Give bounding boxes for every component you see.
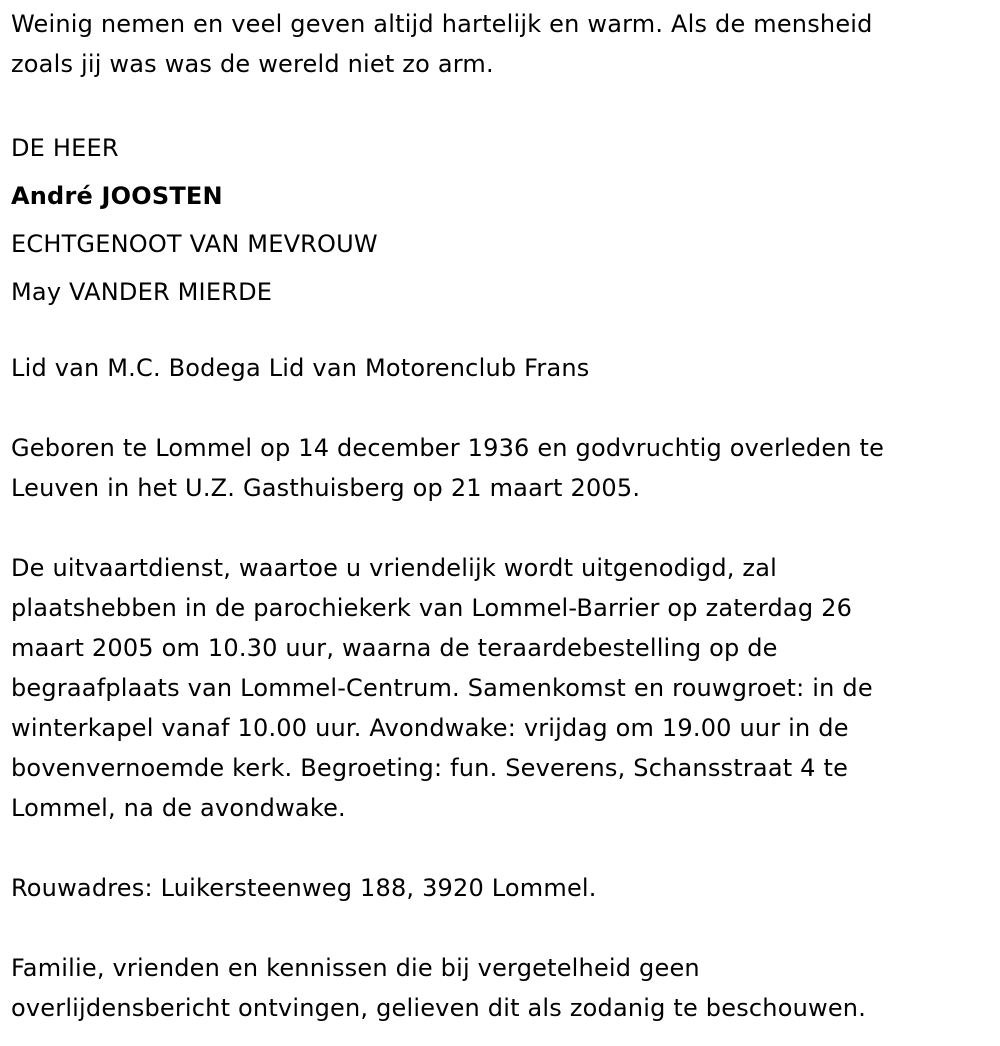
funeral-line: De uitvaartdienst, waartoe u vriendelijk wordt uitgenodigd, zal [11, 554, 778, 582]
funeral-line: winterkapel vanaf 10.00 uur. Avondwake: vrijdag om 19.00 uur in de [11, 714, 849, 742]
motto-line: Weinig nemen en veel geven altijd hartelijk en warm. Als de mensheid [11, 10, 873, 38]
funeral-line: maart 2005 om 10.30 uur, waarna de teraardebestelling op de [11, 634, 778, 662]
paragraph-spacer [11, 908, 986, 948]
paragraph-spacer [11, 84, 986, 124]
mourning-address: Rouwadres: Luikersteenweg 188, 3920 Lommel. [11, 874, 597, 902]
membership-line: Lid van M.C. Bodega Lid van Motorenclub Frans [11, 354, 590, 382]
deceased-name: André JOOSTEN [11, 182, 223, 210]
funeral-paragraph [11, 548, 986, 828]
funeral-line: bovenvernoemde kerk. Begroeting: fun. Severens, Schansstraat 4 te [11, 754, 849, 782]
funeral-line: plaatshebben in de parochiekerk van Lommel-Barrier op zaterdag 26 [11, 594, 853, 622]
closing-line: Familie, vrienden en kennissen die bij vergetelheid geen [11, 954, 700, 982]
deceased-block [11, 124, 986, 316]
paragraph-spacer [11, 508, 986, 548]
closing-paragraph [11, 948, 986, 1028]
paragraph-spacer [11, 388, 986, 428]
closing-line: overlijdensbericht ontvingen, gelieven dit als zodanig te beschouwen. [11, 994, 867, 1022]
birth-death-paragraph [11, 428, 986, 508]
birth-death-line: Leuven in het U.Z. Gasthuisberg op 21 maart 2005. [11, 474, 641, 502]
funeral-line: Lommel, na de avondwake. [11, 794, 346, 822]
deceased-relation: ECHTGENOOT VAN MEVROUW [11, 230, 378, 258]
spouse-name: May VANDER MIERDE [11, 278, 273, 306]
paragraph-spacer [11, 828, 986, 868]
motto-line: zoals jij was was de wereld niet zo arm. [11, 50, 494, 78]
obituary-notice [11, 4, 986, 1028]
paragraph-spacer [11, 316, 986, 348]
funeral-line: begraafplaats van Lommel-Centrum. Samenkomst en rouwgroet: in de [11, 674, 873, 702]
deceased-title: DE HEER [11, 134, 119, 162]
motto-paragraph [11, 4, 986, 84]
birth-death-line: Geboren te Lommel op 14 december 1936 en godvruchtig overleden te [11, 434, 885, 462]
